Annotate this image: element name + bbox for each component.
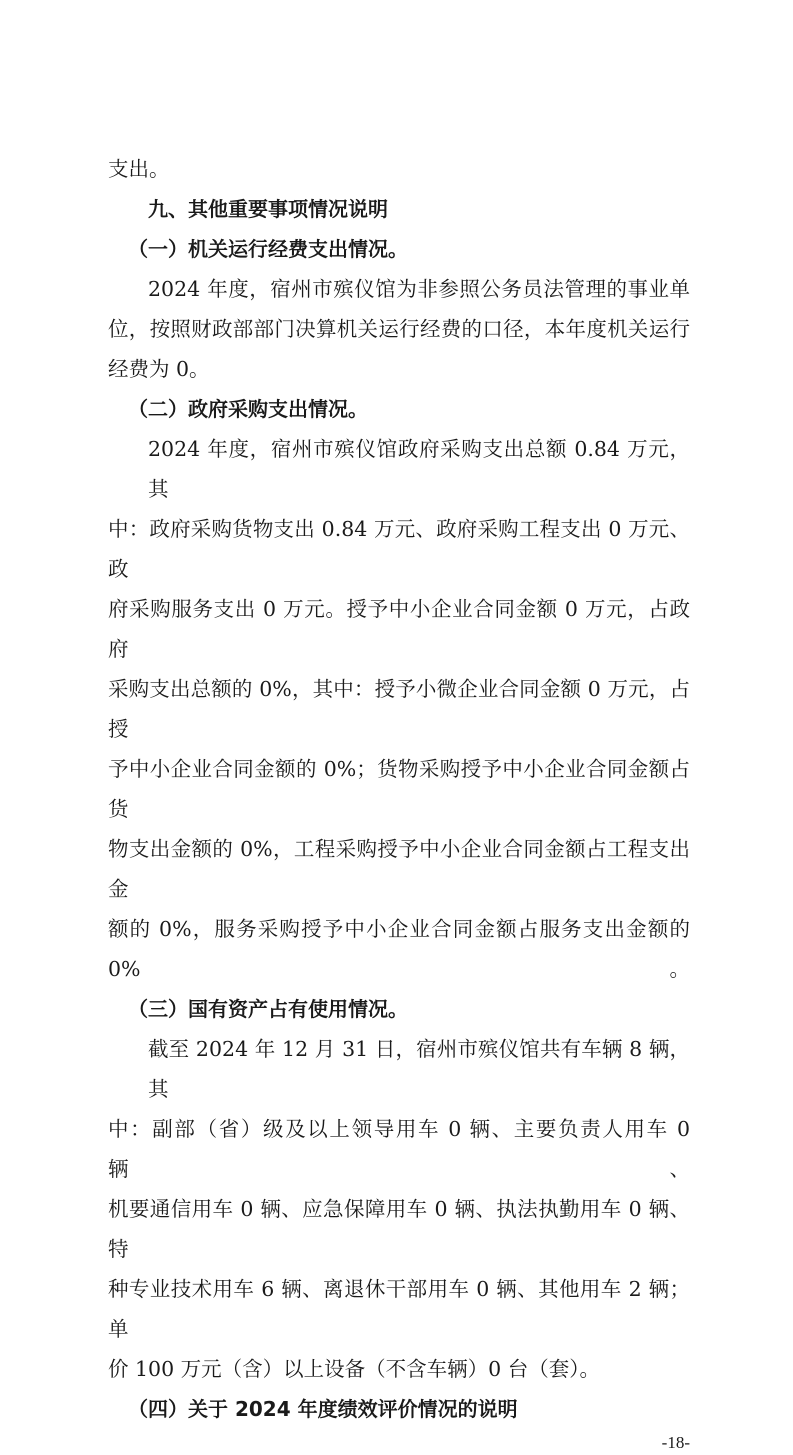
text-line: 机要通信用车 0 辆、应急保障用车 0 辆、执法执勤用车 0 辆、特 [108, 1197, 690, 1261]
section-heading: 九、其他重要事项情况说明 [148, 197, 388, 221]
text-line: 额的 0%，服务采购授予中小企业合同金额占服务支出金额的 0%。 [108, 917, 690, 981]
subsection-heading: （一）机关运行经费支出情况。 [128, 237, 408, 261]
text-line: 截至 2024 年 12 月 31 日，宿州市殡仪馆共有车辆 8 辆，其 [148, 1037, 690, 1101]
text-line: 中：副部（省）级及以上领导用车 0 辆、主要负责人用车 0 辆、 [108, 1117, 690, 1181]
text-line: 2024 年度，宿州市殡仪馆政府采购支出总额 0.84 万元，其 [148, 437, 690, 501]
text-line: 府采购服务支出 0 万元。授予中小企业合同金额 0 万元，占政府 [108, 597, 690, 661]
text-line: 经费为 0。 [108, 357, 210, 381]
text-line: 予中小企业合同金额的 0%；货物采购授予中小企业合同金额占货 [108, 757, 690, 821]
text-line: 物支出金额的 0%，工程采购授予中小企业合同金额占工程支出金 [108, 837, 690, 901]
text-line: 位，按照财政部部门决算机关运行经费的口径，本年度机关运行 [108, 317, 690, 341]
text-line: 支出。 [108, 157, 170, 181]
subsection-heading: （三）国有资产占有使用情况。 [128, 997, 408, 1021]
subsection-heading: （二）政府采购支出情况。 [128, 397, 368, 421]
text-line: 价 100 万元（含）以上设备（不含车辆）0 台（套）。 [108, 1357, 600, 1381]
text-line: 2024 年度，宿州市殡仪馆为非参照公务员法管理的事业单 [148, 277, 690, 301]
subsection-heading: （四）关于 2024 年度绩效评价情况的说明 [128, 1397, 518, 1421]
text-line: 中：政府采购货物支出 0.84 万元、政府采购工程支出 0 万元、政 [108, 517, 690, 581]
text-line: 种专业技术用车 6 辆、离退休干部用车 0 辆、其他用车 2 辆；单 [108, 1277, 690, 1341]
text-line: 采购支出总额的 0%，其中：授予小微企业合同金额 0 万元，占授 [108, 677, 690, 741]
page-number: -18- [661, 1433, 690, 1452]
